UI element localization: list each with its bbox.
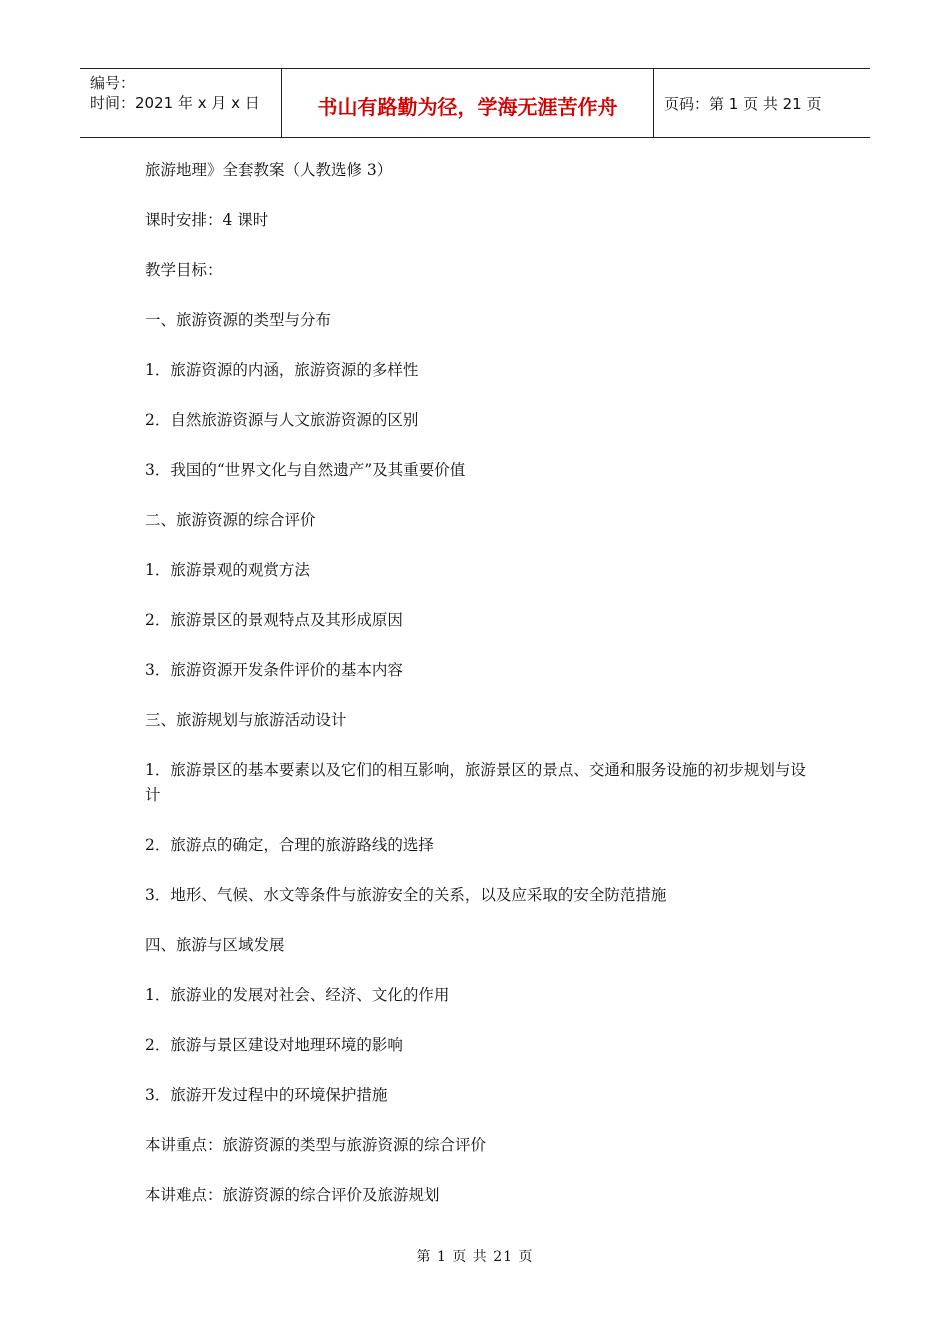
list-item: 2．旅游点的确定，合理的旅游路线的选择 [145, 836, 434, 854]
page-footer: 第 1 页 共 21 页 [416, 1249, 534, 1265]
list-item: 3．地形、气候、水文等条件与旅游安全的关系，以及应采取的安全防范措施 [145, 886, 667, 904]
schedule-line: 课时安排：4 课时 [145, 211, 269, 229]
list-item: 1．旅游资源的内涵，旅游资源的多样性 [145, 361, 419, 379]
section-heading: 四、旅游与区域发展 [145, 936, 285, 954]
page-value: 第 1 页 共 21 页 [709, 94, 822, 113]
section-heading: 三、旅游规划与旅游活动设计 [145, 711, 347, 729]
date-value: 2021 年 x 月 x 日 [135, 94, 260, 112]
list-item: 1．旅游业的发展对社会、经济、文化的作用 [145, 986, 450, 1004]
date-row [90, 93, 281, 113]
list-item: 1．旅游景观的观赏方法 [145, 561, 310, 579]
list-item: 2．旅游与景区建设对地理环境的影响 [145, 1036, 403, 1054]
section-heading: 二、旅游资源的综合评价 [145, 511, 316, 529]
number-label: 编号： [90, 74, 136, 92]
header-meta-cell [80, 69, 282, 137]
document-header [80, 68, 870, 138]
document-body [145, 158, 815, 1208]
key-point-line: 本讲重点：旅游资源的类型与旅游资源的综合评价 [145, 1136, 487, 1154]
section-heading: 一、旅游资源的类型与分布 [145, 311, 332, 329]
header-slogan: 书山有路勤为径，学海无涯苦作舟 [282, 69, 654, 137]
list-item: 1．旅游景区的基本要素以及它们的相互影响，旅游景区的景点、交通和服务设施的初步规划与设计 [145, 761, 806, 804]
objectives-heading: 教学目标： [145, 261, 223, 279]
list-item: 2．旅游景区的景观特点及其形成原因 [145, 611, 403, 629]
header-page-cell [654, 69, 870, 137]
date-label: 时间： [90, 94, 136, 112]
page-label: 页码： [664, 94, 710, 113]
list-item: 2．自然旅游资源与人文旅游资源的区别 [145, 411, 419, 429]
list-item: 3．旅游资源开发条件评价的基本内容 [145, 661, 403, 679]
list-item: 3．旅游开发过程中的环境保护措施 [145, 1086, 388, 1104]
list-item: 3．我国的“世界文化与自然遗产”及其重要价值 [145, 461, 466, 479]
difficult-point-line: 本讲难点：旅游资源的综合评价及旅游规划 [145, 1186, 440, 1204]
doc-title: 旅游地理》全套教案（人教选修 3） [145, 161, 393, 179]
